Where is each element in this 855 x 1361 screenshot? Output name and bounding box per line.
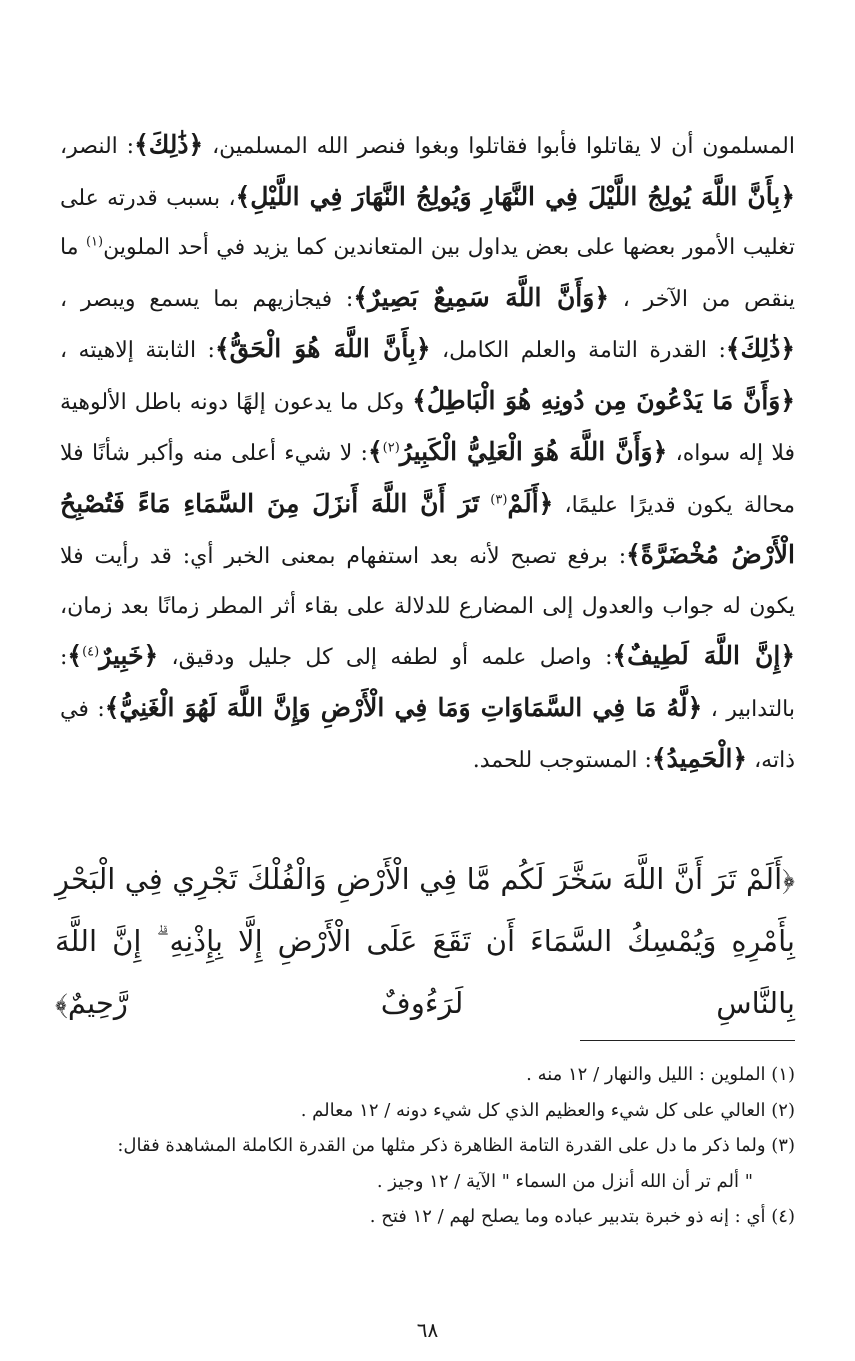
quran-quote: ﴿وَأَنَّ اللَّهَ سَمِيعٌ بَصِيرٌ﴾ <box>353 282 609 312</box>
quran-quote: ﴿بِأَنَّ اللَّهَ يُولِجُ اللَّيْلَ فِي النَّهَارِ وَيُولِجُ النَّهَارَ فِي اللَّيْلِ﴾ <box>235 181 795 211</box>
commentary-segment: : المستوجب للحمد. <box>472 748 652 773</box>
commentary-segment: وكل ما يدعون إلهًا دونه باطل الألوهية فلا إله سواه، <box>60 389 796 466</box>
commentary-segment: : لا شيء أعلى منه وأكبر شأنًا فلا محالة يكون قديرًا عليمًا، <box>60 441 796 518</box>
footnote-3: (٣) ولما ذكر ما دل على القدرة التامة الظاهرة ذكر مثلها من القدرة الكاملة المشاهدة فقال: <box>117 1135 795 1156</box>
commentary-segment: : فيجازيهم بما يسمع ويبصر ، <box>60 286 354 312</box>
page-number: ٦٨ <box>416 1318 439 1342</box>
footnote-ref-3: (٣) <box>490 492 508 508</box>
commentary-segment: المسلمون أن لا يقاتلوا فأبوا فقاتلوا وبغوا فنصر الله المسلمين، <box>212 134 795 159</box>
quran-quote: ﴿خَبِيرٌ <box>99 641 159 670</box>
quran-quote: ﴿إِنَّ اللَّهَ لَطِيفٌ﴾ <box>612 641 795 670</box>
quran-quote: ﴿وَأَنَّ اللَّهَ هُوَ الْعَلِيُّ الْكَبِيرُ <box>399 437 668 466</box>
footnote-ref-2: (٢) <box>382 440 400 456</box>
commentary-text <box>60 120 795 786</box>
quran-verse-block: ﴿أَلَمْ تَرَ أَنَّ اللَّهَ سَخَّرَ لَكُم مَّا فِي الْأَرْضِ وَالْفُلْكَ تَجْرِي فِي الْبَحْرِ بِأَمْرِهِ وَيُمْسِكُ السَّمَاءَ أَن تَقَعَ عَلَى الْأَرْضِ إِلَّا بِإِذْنِهِ ۗ إِنَّ اللَّهَ بِالنَّاسِ لَرَءُوفٌ رَّحِيمٌ﴾ <box>55 862 795 1020</box>
commentary-segment: : بالتدابير ، <box>60 645 796 722</box>
quran-quote: ﴿وَأَنَّ مَا يَدْعُونَ مِن دُونِهِ هُوَ الْبَاطِلُ﴾ <box>412 385 795 415</box>
footnote-2: (٢) العالي على كل شيء والعظيم الذي كل شيء دونه / ١٢ معالم . <box>300 1099 795 1121</box>
footnote-ref-1: (١) <box>85 234 104 250</box>
footnote-1: (١) الملوين : الليل والنهار / ١٢ منه . <box>526 1064 795 1085</box>
commentary-segment: : الثابتة إلاهيته ، <box>60 338 215 363</box>
quran-quote: تَرَ أَنَّ اللَّهَ أَنزَلَ مِنَ السَّمَاءِ مَاءً فَتُصْبِحُ الْأَرْضُ مُخْضَرَّةً﴾ <box>60 488 795 569</box>
quran-quote: ﴿أَلَمْ <box>507 488 554 518</box>
footnote-ref-4: (٤) <box>82 644 100 660</box>
quran-quote-close: ﴾ <box>67 641 83 670</box>
commentary-segment: : واصل علمه أو لطفه إلى كل جليل ودقيق، <box>171 645 613 670</box>
commentary-segment: : في ذاته، <box>60 696 795 773</box>
footnote-divider <box>580 1040 795 1041</box>
footnotes-list <box>55 1057 795 1235</box>
commentary-segment: : القدرة التامة والعلم الكامل، <box>442 338 726 363</box>
commentary-segment: : النصر، <box>60 134 135 159</box>
commentary-segment: : برفع تصبح لأنه بعد استفهام بمعنى الخبر أي: قد رأيت فلا يكون له جواب والعدول إلى المضارع للدلالة على بقاء أثر المطر زمانًا بعد زمان، <box>60 544 795 619</box>
quran-quote: ﴿لَّهُ مَا فِي السَّمَاوَاتِ وَمَا فِي الْأَرْضِ وَإِنَّ اللَّهَ لَهُوَ الْغَنِيُّ﴾ <box>104 692 703 722</box>
quran-quote: ﴿الْحَمِيدُ﴾ <box>651 744 748 773</box>
footnote-4: (٤) أي : إنه ذو خبرة بتدبير عباده وما يصلح لهم / ١٢ فتح . <box>369 1206 795 1227</box>
footnote-3-continuation: " ألم تر أن الله أنزل من السماء " الآية / ١٢ وجيز . <box>376 1170 753 1192</box>
commentary-segment: ما ينقص من الآخر ، <box>60 235 795 312</box>
commentary-segment: ، بسبب قدرته على تغليب الأمور بعضها على بعض يداول بين المتعاندين كما يزيد في أحد الملوين <box>60 185 795 260</box>
quran-quote: ﴿ذَٰلِكَ﴾ <box>134 130 204 159</box>
quran-quote: ﴿بِأَنَّ اللَّهَ هُوَ الْحَقُّ﴾ <box>214 334 431 363</box>
quran-quote-close: ﴾ <box>367 437 383 466</box>
quran-quote: ﴿ذَٰلِكَ﴾ <box>725 334 795 363</box>
